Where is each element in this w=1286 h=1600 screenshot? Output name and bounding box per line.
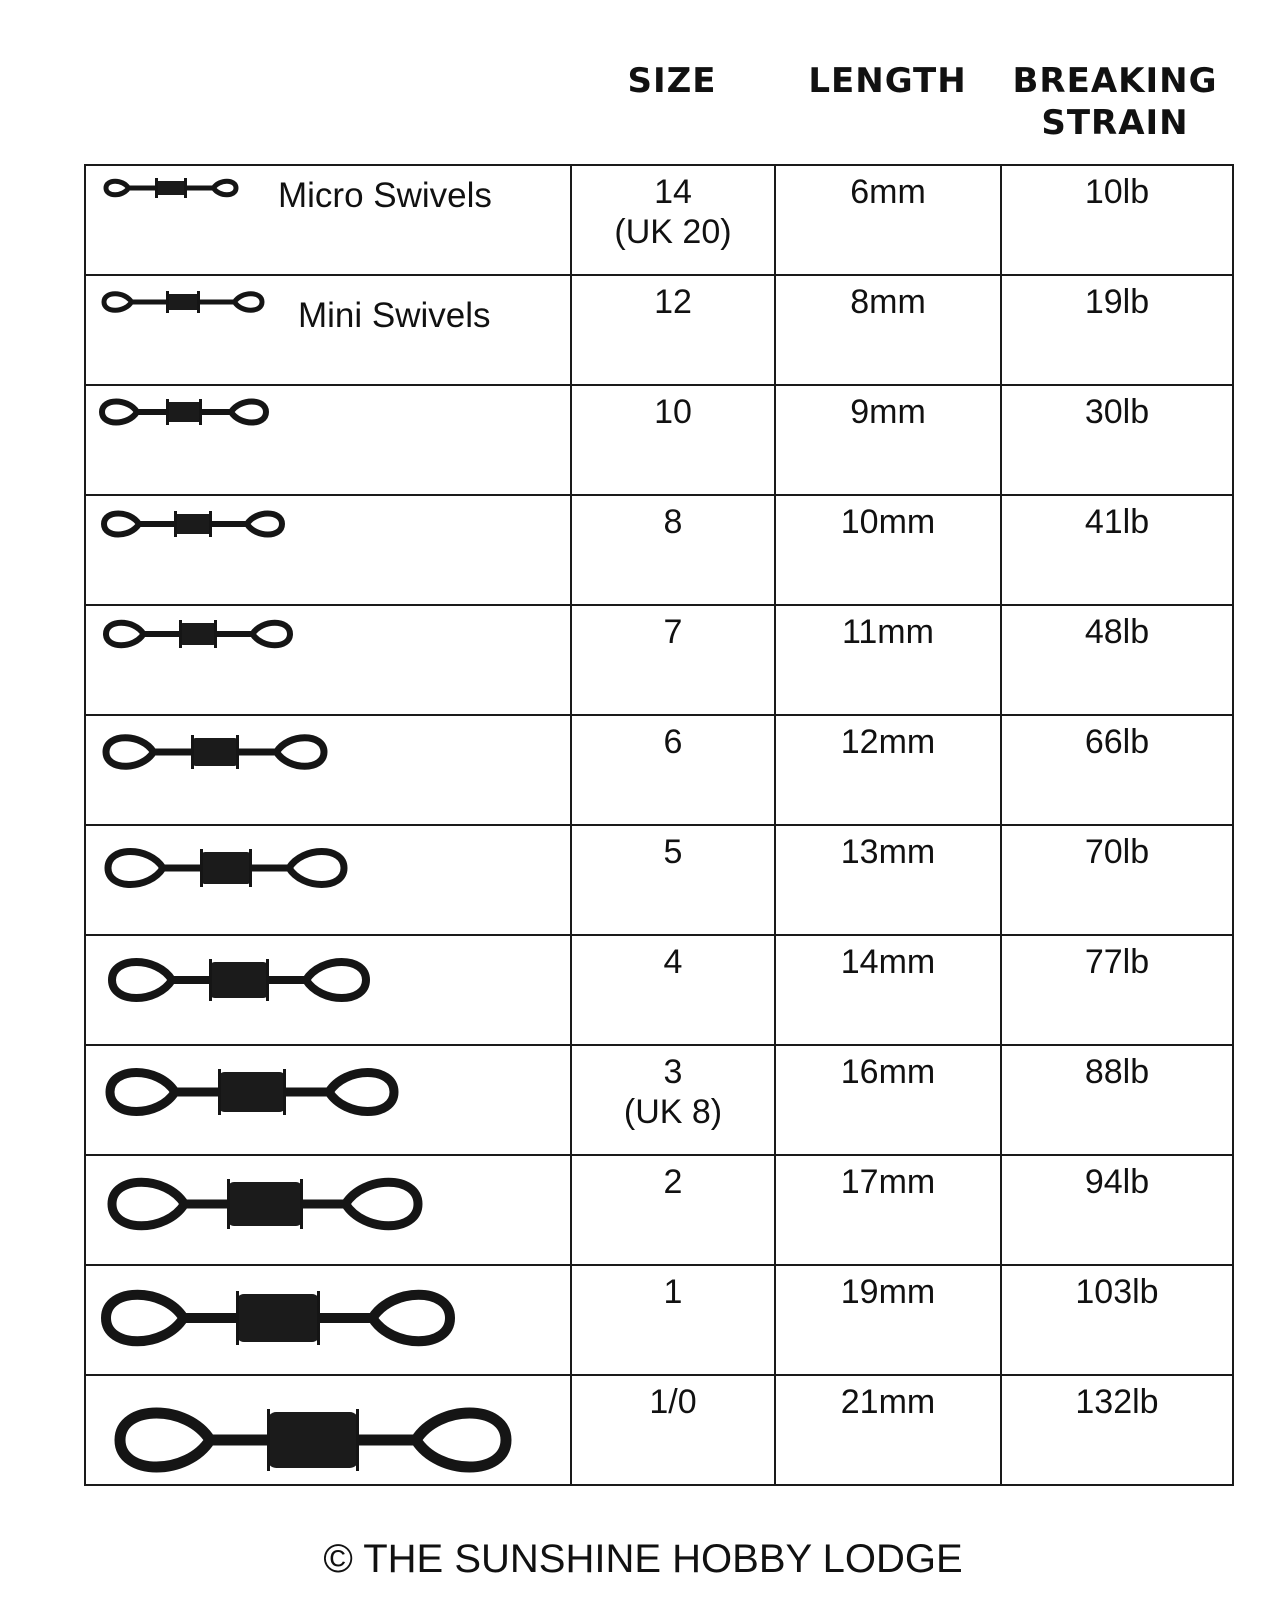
table-row — [85, 935, 1233, 1045]
size-cell — [571, 385, 775, 495]
size-note: (UK 20) — [614, 213, 732, 251]
length-value: 16mm — [840, 1053, 936, 1091]
length-cell — [775, 715, 1001, 825]
size-value: 3 — [663, 1053, 683, 1091]
length-value: 17mm — [840, 1163, 936, 1201]
table-row — [85, 385, 1233, 495]
swivel-icon — [86, 496, 566, 600]
swivel-cell — [85, 165, 571, 275]
breaking-strain-value: 41lb — [1084, 503, 1150, 541]
swivel-cell — [85, 495, 571, 605]
breaking-strain-cell — [1001, 275, 1233, 385]
table-row — [85, 1265, 1233, 1375]
size-value: 8 — [663, 503, 683, 541]
swivel-cell — [85, 605, 571, 715]
size-cell — [571, 1155, 775, 1265]
length-cell — [775, 385, 1001, 495]
swivel-cell — [85, 1045, 571, 1155]
length-cell — [775, 1265, 1001, 1375]
swivel-icon — [86, 1266, 566, 1370]
length-cell — [775, 495, 1001, 605]
breaking-strain-value: 103lb — [1075, 1273, 1159, 1311]
header-length: LENGTH — [808, 61, 967, 101]
table-row — [85, 605, 1233, 715]
size-value: 7 — [663, 613, 683, 651]
size-value: 6 — [663, 723, 683, 761]
breaking-strain-value: 77lb — [1084, 943, 1150, 981]
breaking-strain-value: 88lb — [1084, 1053, 1150, 1091]
size-cell — [571, 1045, 775, 1155]
breaking-strain-cell — [1001, 1045, 1233, 1155]
breaking-strain-cell — [1001, 825, 1233, 935]
length-cell — [775, 1045, 1001, 1155]
swivel-cell — [85, 715, 571, 825]
length-cell — [775, 1155, 1001, 1265]
swivel-icon — [86, 716, 566, 820]
table-row — [85, 275, 1233, 385]
swivel-cell — [85, 1155, 571, 1265]
table-row — [85, 165, 1233, 275]
swivel-icon — [86, 1156, 566, 1260]
breaking-strain-value: 70lb — [1084, 833, 1150, 871]
size-value: 10 — [654, 393, 692, 431]
swivel-cell — [85, 1265, 571, 1375]
size-cell — [571, 495, 775, 605]
size-cell — [571, 275, 775, 385]
copyright-footer: © THE SUNSHINE HOBBY LODGE — [323, 1537, 963, 1581]
breaking-strain-cell — [1001, 1155, 1233, 1265]
table-row — [85, 495, 1233, 605]
size-value: 1 — [663, 1273, 683, 1311]
size-cell — [571, 935, 775, 1045]
size-cell — [571, 1375, 775, 1485]
length-value: 14mm — [840, 943, 936, 981]
breaking-strain-cell — [1001, 935, 1233, 1045]
swivel-type-label: Micro Swivels — [278, 176, 492, 215]
length-value: 10mm — [840, 503, 936, 541]
swivel-cell — [85, 385, 571, 495]
swivel-icon — [86, 936, 566, 1040]
breaking-strain-cell — [1001, 715, 1233, 825]
length-value: 9mm — [850, 393, 926, 431]
swivel-icon — [86, 1376, 566, 1480]
breaking-strain-value: 66lb — [1084, 723, 1150, 761]
breaking-strain-value: 19lb — [1084, 283, 1150, 321]
length-cell — [775, 275, 1001, 385]
breaking-strain-cell — [1001, 1265, 1233, 1375]
table-row — [85, 1155, 1233, 1265]
breaking-strain-value: 94lb — [1084, 1163, 1150, 1201]
size-cell — [571, 605, 775, 715]
swivel-type-label: Mini Swivels — [298, 296, 491, 335]
breaking-strain-value: 48lb — [1084, 613, 1150, 651]
swivel-cell — [85, 1375, 571, 1485]
length-value: 8mm — [850, 283, 926, 321]
size-value: 12 — [654, 283, 692, 321]
length-value: 13mm — [840, 833, 936, 871]
length-cell — [775, 605, 1001, 715]
breaking-strain-cell — [1001, 165, 1233, 275]
length-value: 21mm — [840, 1383, 936, 1421]
length-cell — [775, 1375, 1001, 1485]
size-value: 5 — [663, 833, 683, 871]
swivel-cell — [85, 935, 571, 1045]
table-row — [85, 825, 1233, 935]
breaking-strain-value: 30lb — [1084, 393, 1150, 431]
size-note: (UK 8) — [623, 1093, 723, 1131]
table-row — [85, 1045, 1233, 1155]
header-size: SIZE — [627, 61, 717, 101]
size-value: 4 — [663, 943, 683, 981]
size-cell — [571, 1265, 775, 1375]
length-value: 19mm — [840, 1273, 936, 1311]
breaking-strain-cell — [1001, 1375, 1233, 1485]
header-strain-line1: BREAKING — [1012, 61, 1218, 101]
length-value: 12mm — [840, 723, 936, 761]
size-cell — [571, 825, 775, 935]
table-row — [85, 1375, 1233, 1485]
size-cell — [571, 715, 775, 825]
length-cell — [775, 825, 1001, 935]
header-strain-line2: STRAIN — [1041, 103, 1189, 143]
swivel-icon — [86, 826, 566, 930]
length-value: 6mm — [850, 173, 926, 211]
swivel-cell — [85, 275, 571, 385]
breaking-strain-value: 132lb — [1075, 1383, 1159, 1421]
swivel-icon — [86, 386, 566, 490]
swivel-icon — [86, 1046, 566, 1150]
breaking-strain-cell — [1001, 605, 1233, 715]
swivel-cell — [85, 825, 571, 935]
length-cell — [775, 165, 1001, 275]
breaking-strain-value: 10lb — [1084, 173, 1150, 211]
size-value: 2 — [663, 1163, 683, 1201]
length-value: 11mm — [842, 613, 934, 651]
size-value: 1/0 — [649, 1383, 697, 1421]
swivel-icon — [86, 606, 566, 710]
header-breaking-strain — [995, 60, 1235, 144]
size-cell — [571, 165, 775, 275]
length-cell — [775, 935, 1001, 1045]
swivel-size-table — [84, 164, 1234, 1486]
column-headers — [0, 58, 1286, 158]
size-value: 14 — [654, 173, 692, 211]
table-row — [85, 715, 1233, 825]
breaking-strain-cell — [1001, 385, 1233, 495]
breaking-strain-cell — [1001, 495, 1233, 605]
